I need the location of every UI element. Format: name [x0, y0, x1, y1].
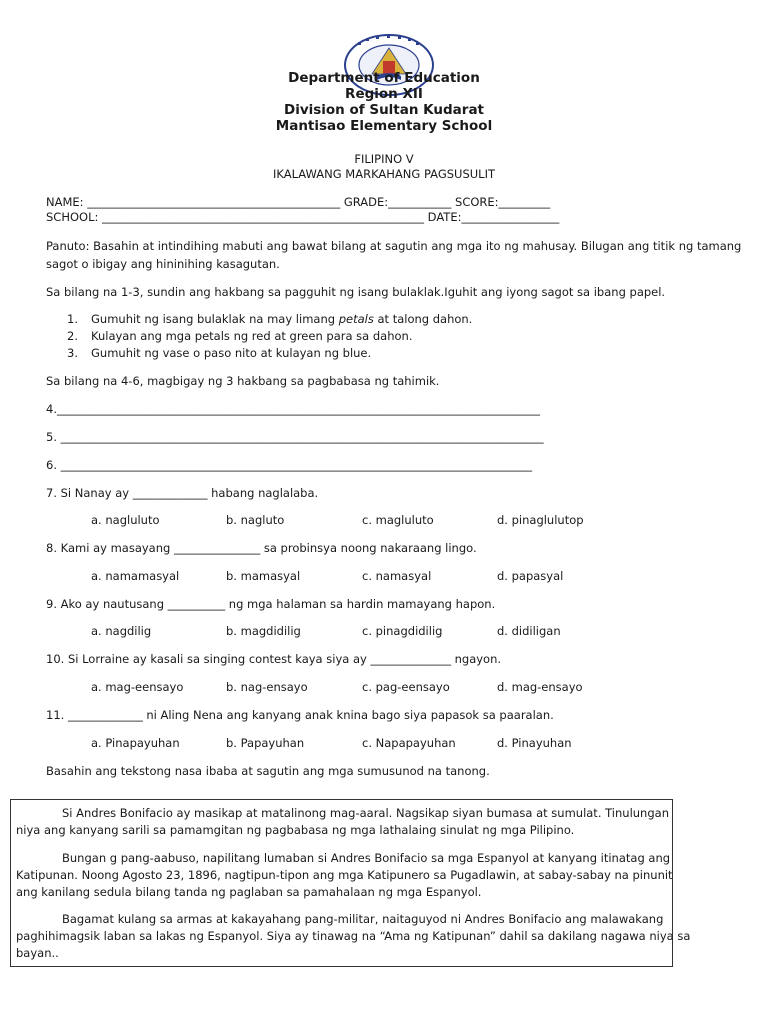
- passage-p2-line-2: Katipunan. Noong Agosto 23, 1896, nagtipun-tipon ang mga Katipunero sa Pugadlawin, at sabay-sabay na pinunit: [16, 868, 673, 882]
- instructions-line-1: Panuto: Basahin at intindihing mabuti ang bawat bilang at sagutin ang mga ito ng mahusay. Bilugan ang titik ng tamang: [46, 239, 742, 253]
- instructions-line-2: sagot o ibigay ang hininihing kasagutan.: [46, 257, 280, 271]
- school-date-line[interactable]: SCHOOL: ________________________________________________________ DATE:_________________: [46, 210, 560, 224]
- question-stem: 8. Kami ay masayang _______________ sa probinsya noong nakaraang lingo.: [46, 541, 477, 555]
- step-number: 2.: [67, 329, 78, 343]
- choice-c[interactable]: c. magluluto: [362, 513, 434, 527]
- choice-d[interactable]: d. pinaglulutop: [497, 513, 584, 527]
- exam-title: IKALAWANG MARKAHANG PAGSUSULIT: [273, 167, 495, 181]
- reading-intro: Basahin ang tekstong nasa ibaba at sagutin ang mga sumusunod na tanong.: [46, 764, 490, 778]
- answer-line-4[interactable]: 4.____________________________________________________________________________________: [46, 402, 540, 416]
- step-text: Kulayan ang mga petals ng red at green para sa dahon.: [91, 329, 413, 343]
- choice-b[interactable]: b. Papayuhan: [226, 736, 305, 750]
- region-title: Region XII: [345, 86, 423, 102]
- answer-line-6[interactable]: 6. __________________________________________________________________________________: [46, 458, 533, 472]
- choice-d[interactable]: d. Pinayuhan: [497, 736, 572, 750]
- step-number: 3.: [67, 346, 78, 360]
- choice-a[interactable]: a. nagdilig: [91, 624, 152, 638]
- question-stem: 7. Si Nanay ay _____________ habang naglalaba.: [46, 486, 319, 500]
- choice-d[interactable]: d. mag-ensayo: [497, 680, 583, 694]
- passage-p3-line-1: Bagamat kulang sa armas at kakayahang pang-militar, naitaguyod ni Andres Bonifacio ang malawakang: [62, 912, 664, 926]
- choice-a[interactable]: a. namamasyal: [91, 569, 180, 583]
- choice-b[interactable]: b. mamasyal: [226, 569, 301, 583]
- choice-c[interactable]: c. pinagdidilig: [362, 624, 443, 638]
- choice-c[interactable]: c. Napapayuhan: [362, 736, 456, 750]
- choice-b[interactable]: b. nag-ensayo: [226, 680, 308, 694]
- department-title: Department of Education: [288, 70, 480, 86]
- passage-p1-line-1: Si Andres Bonifacio ay masikap at matalinong mag-aaral. Nagsikap siyan bumasa at sumulat. Tinulungan: [62, 806, 669, 820]
- division-title: Division of Sultan Kudarat: [283, 102, 485, 118]
- answer-line-5[interactable]: 5. ____________________________________________________________________________________: [46, 430, 544, 444]
- section-1-intro: Sa bilang na 1-3, sundin ang hakbang sa pagguhit ng isang bulaklak.Iguhit ang iyong sagot sa ibang papel.: [46, 285, 666, 299]
- choice-a[interactable]: a. Pinapayuhan: [91, 736, 180, 750]
- passage-p2-line-3: ang kanilang sedula bilang tanda ng paglaban sa pamahalaan ng mga Espanyol.: [16, 885, 482, 899]
- choice-a[interactable]: a. mag-eensayo: [91, 680, 184, 694]
- step-text: Gumuhit ng vase o paso nito at kulayan ng blue.: [91, 346, 372, 360]
- name-grade-score-line[interactable]: NAME: ____________________________________________ GRADE:___________ SCORE:_________: [46, 195, 551, 209]
- passage-p3-line-2: paghihimagsik laban sa lakas ng Espanyol. Siya ay tinawag na “Ama ng Katipunan” dahil sa dakilang nagawa niya sa: [16, 929, 691, 943]
- subject-title: FILIPINO V: [354, 152, 414, 166]
- question-stem: 9. Ako ay nautusang __________ ng mga halaman sa hardin mamayang hapon.: [46, 597, 496, 611]
- choice-c[interactable]: c. pag-eensayo: [362, 680, 450, 694]
- step-text: Gumuhit ng isang bulaklak na may limang petals at talong dahon.: [91, 312, 473, 326]
- section-2-intro: Sa bilang na 4-6, magbigay ng 3 hakbang sa pagbabasa ng tahimik.: [46, 374, 440, 388]
- question-stem: 11. _____________ ni Aling Nena ang kanyang anak knina bago siya papasok sa paaralan.: [46, 708, 554, 722]
- choice-c[interactable]: c. namasyal: [362, 569, 432, 583]
- question-stem: 10. Si Lorraine ay kasali sa singing contest kaya siya ay ______________ ngayon.: [46, 652, 502, 666]
- passage-p3-line-3: bayan..: [16, 946, 59, 960]
- choice-d[interactable]: d. didiligan: [497, 624, 561, 638]
- step-number: 1.: [67, 312, 78, 326]
- passage-p1-line-2: niya ang kanyang sarili sa pamamgitan ng pagbabasa ng mga lathalaing sinulat ng mga Pilipino.: [16, 823, 575, 837]
- choice-b[interactable]: b. magdidilig: [226, 624, 301, 638]
- choice-b[interactable]: b. nagluto: [226, 513, 285, 527]
- passage-p2-line-1: Bungan g pang-aabuso, napilitang lumaban si Andres Bonifacio sa mga Espanyol at kanyang itinatag ang: [62, 851, 671, 865]
- school-title: Mantisao Elementary School: [275, 118, 493, 134]
- choice-a[interactable]: a. nagluluto: [91, 513, 160, 527]
- choice-d[interactable]: d. papasyal: [497, 569, 564, 583]
